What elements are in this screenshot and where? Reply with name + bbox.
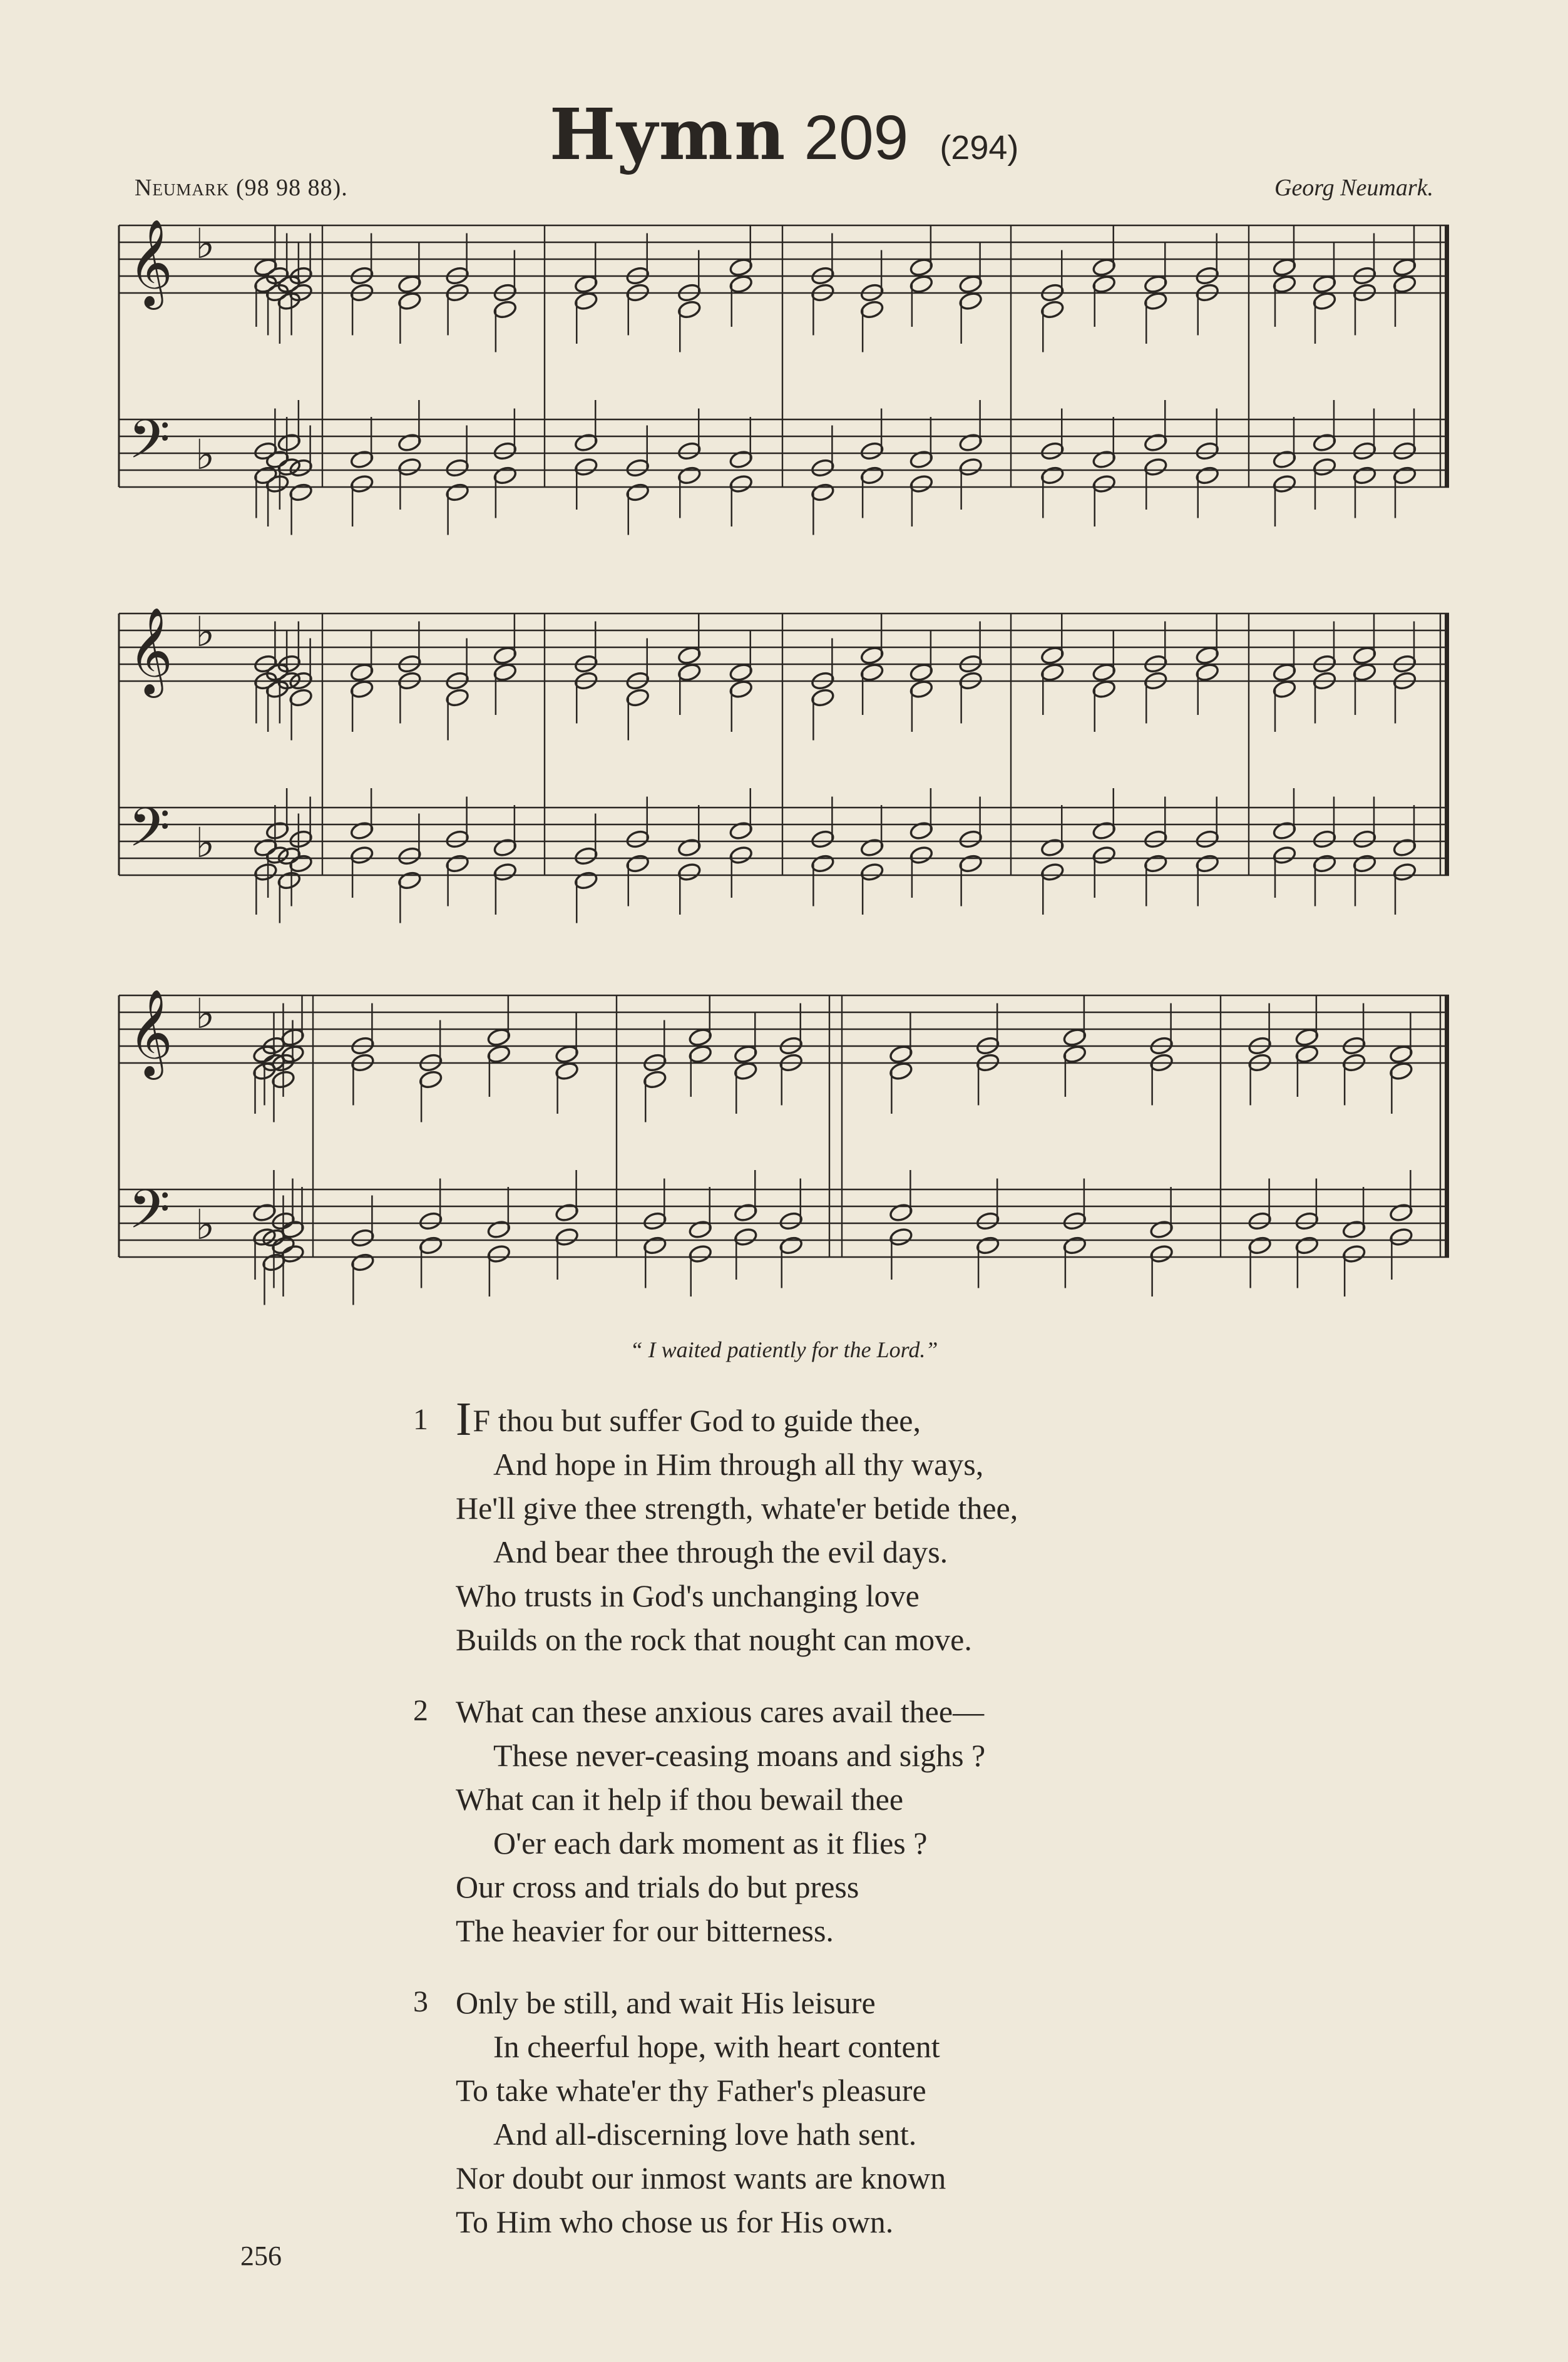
verse-line: Only be still, and wait His leisure <box>456 1985 876 2020</box>
verse-line: O'er each dark moment as it flies ? <box>493 1825 928 1861</box>
verse-line: What can these anxious cares avail thee— <box>456 1694 985 1729</box>
verse-line: And hope in Him through all thy ways, <box>493 1447 984 1482</box>
verse-line: He'll give thee strength, whate'er betide thee, <box>456 1491 1018 1526</box>
bass-clef-icon: 𝄢 <box>128 408 170 484</box>
treble-clef-icon: 𝄞 <box>128 989 173 1076</box>
music-system-2 <box>0 601 1568 939</box>
epigraph: “ I waited patiently for the Lord.” <box>630 1337 938 1362</box>
flat-icon: ♭ <box>195 819 215 867</box>
hymn-alt-number: (294) <box>940 129 1019 167</box>
verse-line: Our cross and trials do but press <box>456 1869 859 1904</box>
verse-number: 1 <box>413 1403 428 1436</box>
flat-icon: ♭ <box>195 608 215 656</box>
flat-icon: ♭ <box>195 990 215 1038</box>
score-system-2 <box>0 601 1568 939</box>
verse-line: What can it help if thou bewail thee <box>456 1782 904 1817</box>
tune-name <box>135 174 348 202</box>
flat-icon: ♭ <box>195 1201 215 1249</box>
verse-line: To take whate'er thy Father's pleasure <box>456 2073 926 2108</box>
page-number: 256 <box>240 2241 282 2271</box>
treble-clef-icon: 𝄞 <box>128 607 173 694</box>
bass-clef-icon: 𝄢 <box>128 1178 170 1254</box>
score-system-1 <box>0 213 1568 551</box>
verse-line: Nor doubt our inmost wants are known <box>456 2160 946 2195</box>
tune-meter: (98 98 88). <box>235 175 348 201</box>
final-barline-thick <box>1445 225 1449 487</box>
flat-icon: ♭ <box>195 431 215 479</box>
hymn-title-word: Hymn <box>549 94 787 176</box>
verse-line: And bear thee through the evil days. <box>493 1534 948 1569</box>
final-barline-thick <box>1445 995 1449 1257</box>
verse-number: 3 <box>413 1985 428 2018</box>
drop-cap: I <box>456 1393 472 1445</box>
verse-line-text: F thou but suffer God to guide thee, <box>473 1403 921 1438</box>
verse-line: These never-ceasing moans and sighs ? <box>493 1738 986 1773</box>
score-system-3 <box>0 983 1568 1321</box>
hymn-title <box>0 94 1568 176</box>
verse-line <box>456 1393 921 1445</box>
music-system-3 <box>0 983 1568 1321</box>
verse-line: To Him who chose us for His own. <box>456 2204 894 2239</box>
verse-number: 2 <box>413 1694 428 1727</box>
verse-line: Builds on the rock that nought can move. <box>456 1622 972 1657</box>
verse-line: Who trusts in God's unchanging love <box>456 1578 920 1613</box>
composer: Georg Neumark. <box>1274 175 1433 201</box>
music-system-1 <box>0 213 1568 551</box>
flat-icon: ♭ <box>195 220 215 268</box>
verse-line: In cheerful hope, with heart content <box>493 2029 940 2064</box>
tune-name-label: Neumark <box>135 175 230 201</box>
final-barline-thick <box>1445 614 1449 875</box>
verse-line: And all-discerning love hath sent. <box>493 2117 917 2152</box>
verse-line: The heavier for our bitterness. <box>456 1913 834 1948</box>
bass-clef-icon: 𝄢 <box>128 796 170 872</box>
treble-clef-icon: 𝄞 <box>128 219 173 306</box>
hymn-number: 209 <box>804 103 909 173</box>
